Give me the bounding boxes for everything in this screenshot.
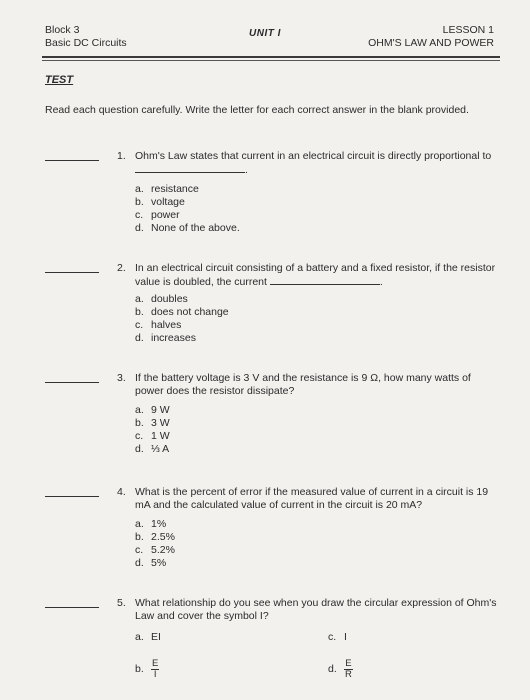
option-letter: c. xyxy=(328,631,337,643)
question-text: If the battery voltage is 3 V and the resistance is 9 Ω, how many watts of power does the resistor dissipate? xyxy=(135,372,471,397)
option-a xyxy=(135,518,175,531)
option-d xyxy=(328,658,353,680)
question-text-end: . xyxy=(379,276,383,288)
question-text: What is the percent of error if the measured value of current in a circuit is 19 mA and the calculated value of current in the circuit is 20 mA? xyxy=(135,486,489,511)
option-letter: c. xyxy=(135,319,144,331)
option-c xyxy=(135,544,175,557)
option-c xyxy=(328,631,347,644)
header-rule-thin xyxy=(42,60,500,61)
option-a xyxy=(135,183,240,196)
denominator: I xyxy=(153,669,157,680)
option-letter: b. xyxy=(135,196,144,208)
option-text: voltage xyxy=(151,196,185,208)
option-b xyxy=(135,658,159,680)
option-d xyxy=(135,443,170,456)
option-letter: d. xyxy=(328,663,337,676)
question-number: 1. xyxy=(117,150,126,162)
question-text: What relationship do you see when you draw the circular expression of Ohm's Law and cover the symbol I? xyxy=(135,597,497,622)
option-c xyxy=(135,209,240,222)
option-b xyxy=(135,306,229,319)
option-d xyxy=(135,222,240,235)
option-text: does not change xyxy=(151,306,229,318)
option-a xyxy=(135,404,170,417)
option-text: power xyxy=(151,209,180,221)
option-letter: c. xyxy=(135,430,144,442)
options xyxy=(135,404,170,456)
option-text: ⅓ A xyxy=(151,443,170,455)
question-number: 3. xyxy=(117,372,126,384)
option-letter: c. xyxy=(135,544,144,556)
option-d xyxy=(135,557,175,570)
instructions: Read each question carefully. Write the letter for each correct answer in the blank provided. xyxy=(45,104,469,116)
question-text xyxy=(135,150,500,177)
option-text: increases xyxy=(151,332,196,344)
option-text: 5.2% xyxy=(151,544,175,556)
options xyxy=(135,293,229,345)
option-letter: a. xyxy=(135,631,144,643)
question-text-part: Ohm's Law states that current in an electrical circuit is directly proportional to xyxy=(135,150,492,162)
option-c xyxy=(135,319,229,332)
numerator: E xyxy=(345,658,352,669)
option-letter: a. xyxy=(135,183,144,195)
answer-blank-5[interactable] xyxy=(45,607,99,608)
answer-blank-4[interactable] xyxy=(45,496,99,497)
answer-blank-1[interactable] xyxy=(45,160,99,161)
option-text: 9 W xyxy=(151,404,170,416)
option-text: None of the above. xyxy=(151,222,240,234)
option-letter: b. xyxy=(135,531,144,543)
answer-blank-2[interactable] xyxy=(45,272,99,273)
option-b xyxy=(135,417,170,430)
header-rule xyxy=(42,56,500,58)
fraction-e-over-i xyxy=(151,659,159,680)
option-letter: b. xyxy=(135,306,144,318)
lesson-title: OHM'S LAW AND POWER xyxy=(368,37,494,49)
options xyxy=(135,518,175,570)
question-number: 5. xyxy=(117,597,126,609)
option-a xyxy=(135,293,229,306)
block-label: Block 3 xyxy=(45,24,80,36)
lesson-label: LESSON 1 xyxy=(442,24,494,36)
option-letter: d. xyxy=(135,557,144,569)
option-text: I xyxy=(344,631,347,643)
question-text xyxy=(135,262,500,289)
option-text: halves xyxy=(151,319,182,331)
option-letter: a. xyxy=(135,404,144,416)
option-text: EI xyxy=(151,631,161,643)
fill-in-blank[interactable] xyxy=(270,275,380,285)
fill-in-blank[interactable] xyxy=(135,163,245,173)
fraction-e-over-r xyxy=(344,659,353,680)
option-b xyxy=(135,531,175,544)
option-letter: a. xyxy=(135,518,144,530)
numerator: E xyxy=(152,658,159,669)
question-text-part: In an electrical circuit consisting of a battery and a fixed resistor, if the resistor value is doubled, the current xyxy=(135,262,496,288)
course-label: Basic DC Circuits xyxy=(45,37,127,49)
option-b xyxy=(135,196,240,209)
option-letter: b. xyxy=(135,417,144,429)
question-number: 2. xyxy=(117,262,126,274)
question-text-end: . xyxy=(245,164,248,176)
header-right xyxy=(368,24,494,50)
option-letter: a. xyxy=(135,293,144,305)
test-title: TEST xyxy=(45,74,74,86)
option-letter: b. xyxy=(135,663,144,676)
option-letter: d. xyxy=(135,443,144,455)
option-text: doubles xyxy=(151,293,188,305)
option-a xyxy=(135,631,161,644)
options xyxy=(135,183,240,235)
option-letter: c. xyxy=(135,209,144,221)
option-text: 1% xyxy=(151,518,167,530)
question-number: 4. xyxy=(117,486,126,498)
unit-label: UNIT I xyxy=(249,28,281,39)
denominator: R xyxy=(345,669,352,680)
option-c xyxy=(135,430,170,443)
option-d xyxy=(135,332,229,345)
option-text: 5% xyxy=(151,557,167,569)
option-letter: d. xyxy=(135,222,144,234)
option-text: 2.5% xyxy=(151,531,175,543)
option-letter: d. xyxy=(135,332,144,344)
option-text: 1 W xyxy=(151,430,170,442)
option-text: 3 W xyxy=(151,417,170,429)
option-text: resistance xyxy=(151,183,199,195)
answer-blank-3[interactable] xyxy=(45,382,99,383)
